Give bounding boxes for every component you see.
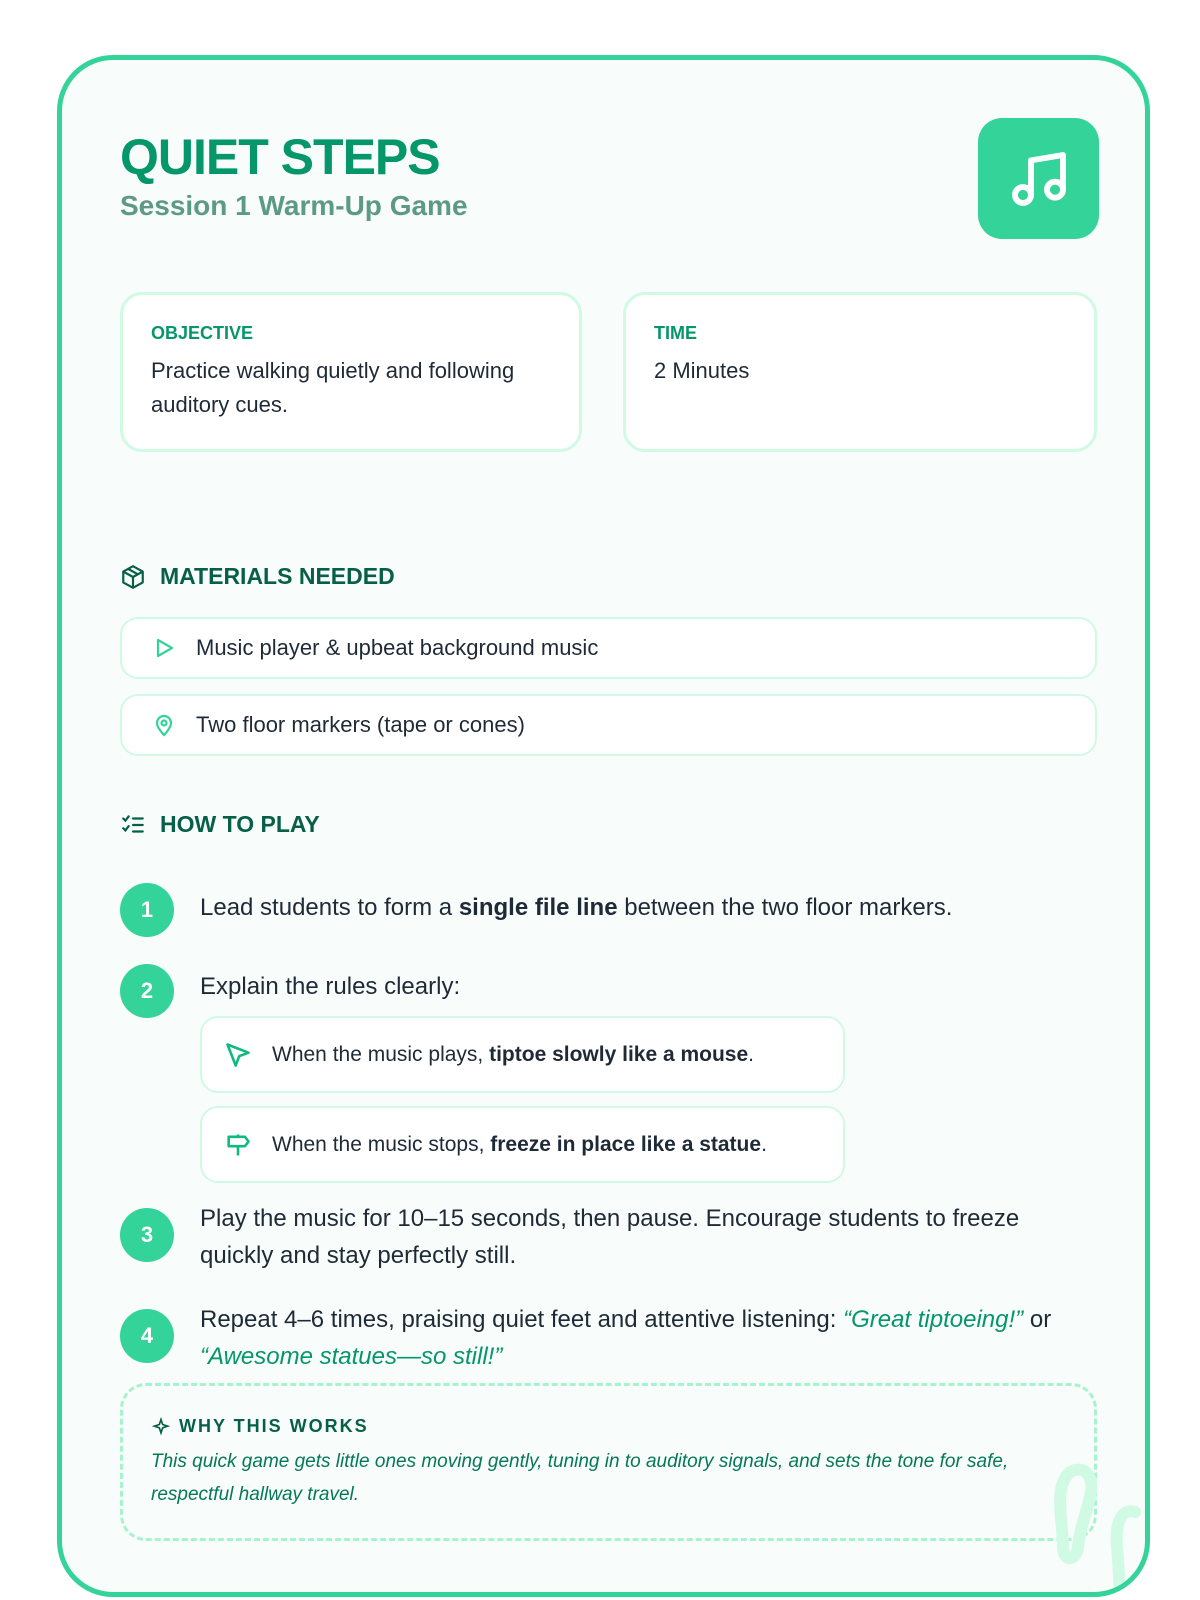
how-to-play-heading-text: HOW TO PLAY: [160, 811, 320, 837]
material-text: Two floor markers (tape or cones): [196, 712, 525, 737]
checklist-icon: [120, 812, 146, 838]
map-pin-icon: [152, 713, 176, 737]
step-number: 1: [120, 883, 174, 937]
materials-heading: [120, 563, 395, 590]
why-text: This quick game gets little ones moving gently, tuning in to auditory signals, and sets the tone for safe, respectful hallway travel.: [151, 1451, 1009, 1505]
rule-item: [200, 1106, 845, 1183]
why-this-works-box: [120, 1383, 1097, 1541]
footprints-icon: [1025, 1452, 1150, 1597]
step-text: Lead students to form a single file line between the two floor markers.: [200, 894, 953, 921]
time-value: 2 Minutes: [654, 358, 750, 383]
game-card: [57, 55, 1150, 1597]
step-number: 4: [120, 1309, 174, 1363]
material-item: [120, 694, 1097, 756]
time-card: [623, 292, 1097, 452]
objective-card: [120, 292, 582, 452]
why-heading: WHY THIS WORKS: [151, 1416, 1066, 1437]
how-to-play-heading: [120, 811, 320, 838]
signpost-icon: [224, 1131, 252, 1159]
rule-item: [200, 1016, 845, 1093]
rule-text: When the music plays, tiptoe slowly like a mouse.: [272, 1042, 755, 1066]
time-label: TIME: [654, 323, 697, 343]
play-icon: [152, 636, 176, 660]
materials-heading-text: MATERIALS NEEDED: [160, 563, 395, 589]
step-text: Play the music for 10–15 seconds, then pause. Encourage students to freeze quickly and stay perfectly still.: [200, 1205, 1020, 1269]
music-note-icon: [978, 118, 1099, 239]
package-icon: [120, 564, 146, 590]
material-item: [120, 617, 1097, 679]
sparkle-icon: [151, 1417, 171, 1437]
step-number: 2: [120, 964, 174, 1018]
page-subtitle: Session 1 Warm-Up Game: [120, 190, 468, 221]
objective-label: OBJECTIVE: [151, 323, 254, 343]
step-text: Explain the rules clearly:: [200, 973, 461, 1000]
page-title: QUIET STEPS: [120, 129, 440, 185]
objective-value: Practice walking quietly and following auditory cues.: [151, 358, 515, 417]
step-text: Repeat 4–6 times, praising quiet feet and attentive listening: “Great tiptoeing!” or “Awesome statues—so still!”: [200, 1306, 1052, 1370]
material-text: Music player & upbeat background music: [196, 635, 599, 660]
cursor-arrow-icon: [224, 1041, 252, 1069]
rule-text: When the music stops, freeze in place like a statue.: [272, 1132, 767, 1156]
step-number: 3: [120, 1208, 174, 1262]
